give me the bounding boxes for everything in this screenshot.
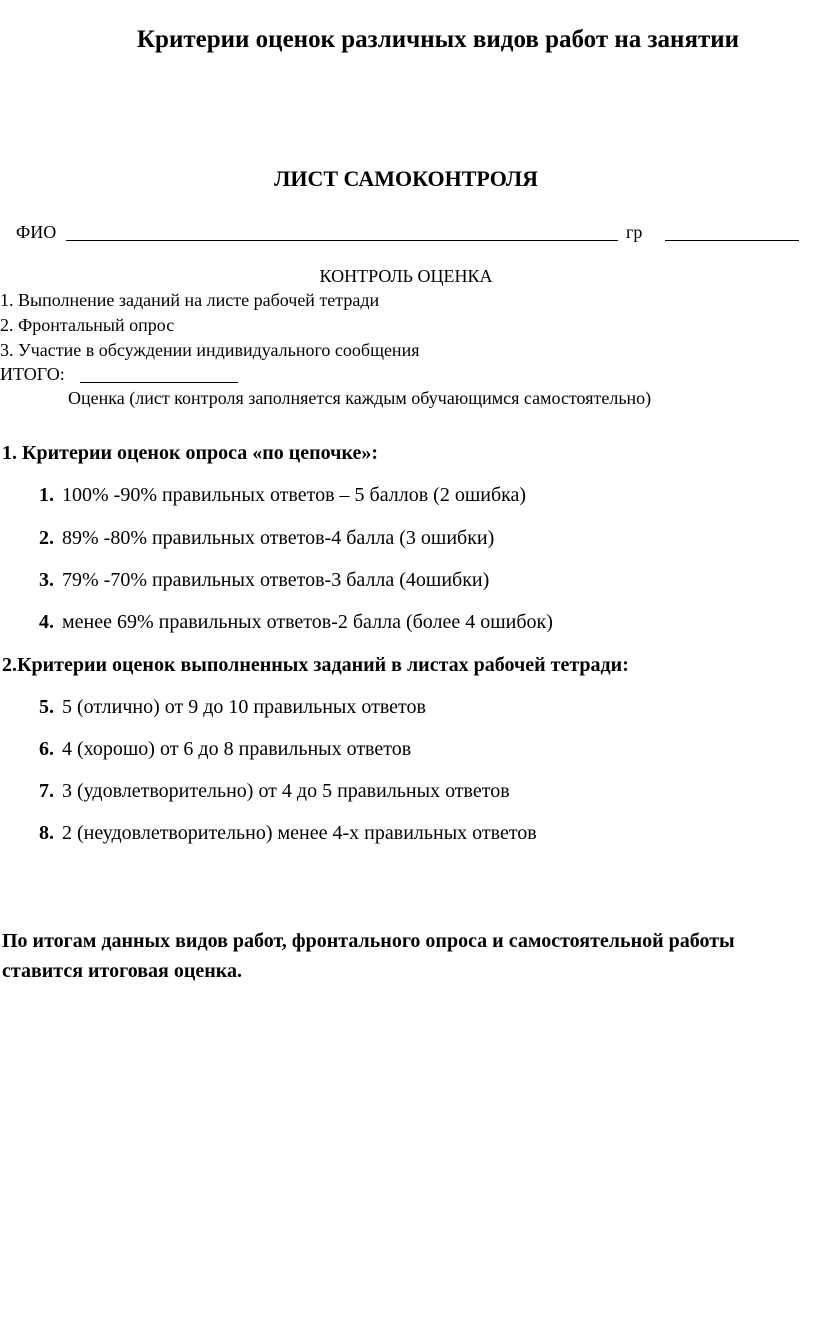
fio-label: ФИО xyxy=(16,222,57,242)
criterion-text: 100% -90% правильных ответов – 5 баллов (2 ошибка) xyxy=(62,484,527,506)
criterion-text: 3 (удовлетворительно) от 4 до 5 правильных ответов xyxy=(62,780,510,802)
control-header: КОНТРОЛЬ ОЦЕНКА xyxy=(319,266,493,286)
control-item: 3. Участие в обсуждении индивидуального сообщения xyxy=(0,340,420,360)
document-title: Критерии оценок различных видов работ на занятии xyxy=(136,26,740,53)
criterion-text: 89% -80% правильных ответов-4 балла (3 ошибки) xyxy=(62,527,495,549)
control-item: 1. Выполнение заданий на листе рабочей тетради xyxy=(0,290,380,310)
total-blank-line xyxy=(80,364,238,383)
control-item: 2. Фронтальный опрос xyxy=(0,315,175,335)
section-heading-2: 2.Критерии оценок выполненных заданий в листах рабочей тетради: xyxy=(2,654,629,676)
criterion-number: 8. xyxy=(39,822,54,844)
criterion-number: 7. xyxy=(39,780,54,802)
criterion-number: 4. xyxy=(39,611,54,633)
criterion-text: 79% -70% правильных ответов-3 балла (4ошибки) xyxy=(62,569,490,591)
summary-paragraph: По итогам данных видов работ, фронтального опроса и самостоятельной работы ставится итоговая оценка. xyxy=(2,930,735,982)
section-heading-1: 1. Критерии оценок опроса «по цепочке»: xyxy=(2,442,379,464)
criterion-number: 1. xyxy=(39,484,54,506)
criterion-number: 2. xyxy=(39,527,54,549)
criterion-text: 5 (отлично) от 9 до 10 правильных ответов xyxy=(62,696,426,718)
criterion-text: менее 69% правильных ответов-2 балла (более 4 ошибок) xyxy=(62,611,553,633)
total-label: ИТОГО: xyxy=(0,364,65,384)
criterion-number: 6. xyxy=(39,738,54,760)
fio-blank-line xyxy=(66,222,618,241)
criterion-text: 2 (неудовлетворительно) менее 4-х правильных ответов xyxy=(62,822,537,844)
criterion-text: 4 (хорошо) от 6 до 8 правильных ответов xyxy=(62,738,412,760)
criterion-number: 5. xyxy=(39,696,54,718)
control-note: Оценка (лист контроля заполняется каждым обучающимся самостоятельно) xyxy=(68,388,652,408)
group-label: гр xyxy=(626,222,643,242)
criterion-number: 3. xyxy=(39,569,54,591)
group-blank-line xyxy=(665,222,799,241)
sheet-title: ЛИСТ САМОКОНТРОЛЯ xyxy=(273,166,539,191)
